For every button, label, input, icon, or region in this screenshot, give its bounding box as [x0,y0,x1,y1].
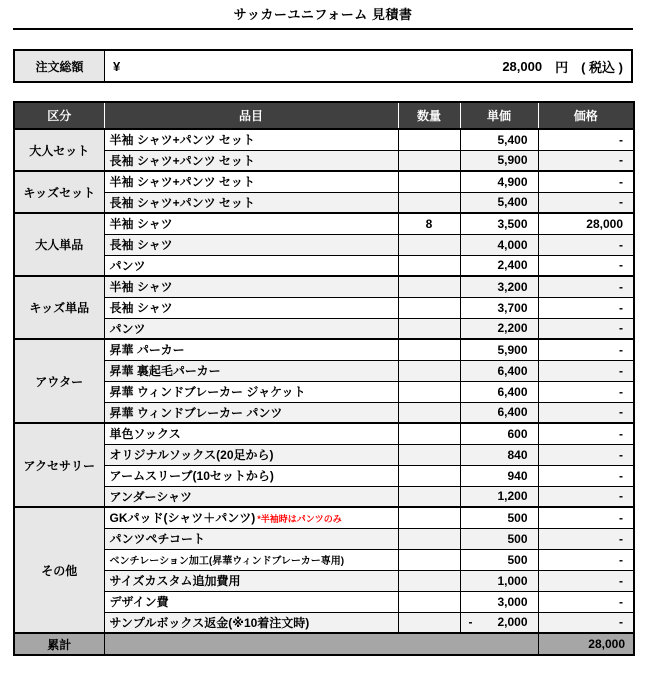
unit-price-cell: 3,000 [460,591,538,612]
price-cell: - [538,549,634,570]
item-name-text: パンツ [109,258,146,273]
unit-price-cell: 2,200 [460,318,538,339]
price-cell: - [538,381,634,402]
price-cell: - [538,612,634,633]
qty-cell [398,570,460,591]
order-total-amount-group [502,57,623,76]
unit-price-cell: 2,400 [460,255,538,276]
item-name-cell [104,171,398,192]
category-cell: アウター [14,339,104,423]
table-row [14,297,634,318]
price-cell: - [538,423,634,444]
price-cell: - [538,150,634,171]
unit-price-cell: 500 [460,549,538,570]
item-name-text: 長袖 シャツ+パンツ セット [109,153,255,168]
unit-price-cell: 5,900 [460,150,538,171]
item-name-text: 単色ソックス [109,427,181,442]
qty-cell [398,297,460,318]
price-cell: - [538,507,634,528]
unit-price-cell: 3,500 [460,213,538,234]
item-name-cell [104,402,398,423]
qty-cell [398,465,460,486]
price-cell: 28,000 [538,213,634,234]
qty-cell [398,549,460,570]
category-cell: アクセサリー [14,423,104,507]
quote-table-body [14,129,634,633]
item-name-cell [104,129,398,150]
price-cell: - [538,171,634,192]
price-cell: - [538,318,634,339]
item-name-cell [104,234,398,255]
quote-table [13,101,635,656]
qty-cell [398,591,460,612]
price-cell: - [538,129,634,150]
unit-price-cell: 6,400 [460,381,538,402]
item-name-cell [104,318,398,339]
price-cell: - [538,234,634,255]
order-total-box [13,49,633,83]
item-name-text: 昇華 裏起毛パーカー [109,364,221,378]
item-name-text: 半袖 シャツ [109,280,173,295]
price-cell: - [538,444,634,465]
unit-price-cell: 940 [460,465,538,486]
table-row [14,570,634,591]
item-name-text: 長袖 シャツ+パンツ セット [109,195,255,210]
table-row [14,150,634,171]
table-row [14,591,634,612]
table-row [14,465,634,486]
category-cell: その他 [14,507,104,633]
price-cell: - [538,528,634,549]
item-name-text: デザイン費 [109,595,169,609]
total-value: 28,000 [538,633,634,655]
table-row [14,171,634,192]
column-header-item: 品目 [104,102,398,129]
item-name-text: パンツペチコート [109,532,206,546]
item-note: *半袖時はパンツのみ [257,514,342,525]
unit-price-cell: 4,900 [460,171,538,192]
table-header-row [14,102,634,129]
page-title: サッカーユニフォーム 見積書 [233,7,413,22]
unit-price-cell: 5,400 [460,129,538,150]
item-name-text: 昇華 パーカー [109,343,185,358]
item-name-text: オリジナルソックス(20足から) [109,448,274,462]
item-name-cell [104,381,398,402]
item-name-text: 長袖 シャツ [109,301,173,315]
table-row [14,402,634,423]
price-cell: - [538,465,634,486]
item-name-cell [104,360,398,381]
item-name-text: パンツ [109,321,146,336]
qty-cell [398,507,460,528]
unit-price-cell: 500 [460,507,538,528]
unit-price-cell: 600 [460,423,538,444]
price-cell: - [538,486,634,507]
table-row [14,192,634,213]
item-name-cell [104,549,398,570]
item-name-cell [104,255,398,276]
column-header-unit-price: 単価 [460,102,538,129]
item-name-text: アンダーシャツ [109,489,193,504]
qty-cell [398,528,460,549]
table-row [14,381,634,402]
qty-cell [398,255,460,276]
price-cell: - [538,360,634,381]
category-cell: キッズ単品 [14,276,104,339]
unit-price-cell [460,612,538,633]
unit-price-cell: 3,200 [460,276,538,297]
item-name-cell [104,213,398,234]
unit-price-cell: 3,700 [460,297,538,318]
table-row [14,549,634,570]
order-total-tax-note: ( 税込 ) [581,59,623,75]
item-name-cell [104,150,398,171]
unit-price-cell: 1,000 [460,570,538,591]
qty-cell [398,171,460,192]
item-name-cell [104,591,398,612]
item-name-cell [104,528,398,549]
table-row [14,213,634,234]
qty-cell [398,402,460,423]
item-name-text: サンプルボックス返金(※10着注文時) [109,615,310,630]
unit-price-cell: 500 [460,528,538,549]
item-name-text: ベンチレーション加工(昇華ウィンドブレーカー専用) [109,556,345,567]
qty-cell [398,612,460,633]
unit-price-cell: 4,000 [460,234,538,255]
total-spacer [104,633,538,655]
item-name-cell [104,339,398,360]
price-cell: - [538,339,634,360]
table-row [14,507,634,528]
total-label: 累計 [14,633,104,655]
qty-cell [398,276,460,297]
item-name-text: GKパッド(シャツ＋パンツ) [109,511,256,526]
price-cell: - [538,591,634,612]
category-cell: 大人セット [14,129,104,171]
table-row [14,129,634,150]
qty-cell [398,192,460,213]
category-cell: キッズセット [14,171,104,213]
order-total-value [105,51,631,81]
unit-price-cell: 6,400 [460,360,538,381]
qty-cell [398,129,460,150]
table-row [14,339,634,360]
yen-symbol: ¥ [113,58,121,74]
table-row [14,423,634,444]
item-name-text: 昇華 ウィンドブレーカー ジャケット [109,385,306,399]
item-name-cell [104,612,398,633]
title-divider [13,0,633,30]
item-name-text: 半袖 シャツ+パンツ セット [109,133,255,148]
table-row [14,360,634,381]
qty-cell [398,150,460,171]
item-name-cell [104,297,398,318]
item-name-cell [104,465,398,486]
item-name-text: アームスリーブ(10セットから) [109,469,274,483]
item-name-text: サイズカスタム追加費用 [109,574,241,588]
item-name-text: 昇華 ウィンドブレーカー パンツ [109,405,283,420]
item-name-cell [104,423,398,444]
unit-price-cell: 5,400 [460,192,538,213]
total-row [14,633,634,655]
item-name-cell [104,276,398,297]
unit-price-cell: 1,200 [460,486,538,507]
item-name-text: 半袖 シャツ [109,217,173,232]
column-header-category: 区分 [14,102,104,129]
column-header-qty: 数量 [398,102,460,129]
order-total-label: 注文総額 [15,51,105,81]
minus-sign: - [468,615,473,630]
table-row [14,318,634,339]
qty-cell [398,486,460,507]
unit-price-value: 2,000 [497,615,528,630]
qty-cell [398,318,460,339]
unit-price-cell: 840 [460,444,538,465]
qty-cell: 8 [398,213,460,234]
column-header-price: 価格 [538,102,634,129]
price-cell: - [538,570,634,591]
item-name-text: 半袖 シャツ+パンツ セット [109,175,255,190]
item-name-text: 長袖 シャツ [109,238,173,252]
qty-cell [398,423,460,444]
item-name-cell [104,486,398,507]
table-row [14,486,634,507]
item-name-cell [104,570,398,591]
qty-cell [398,339,460,360]
price-cell: - [538,276,634,297]
item-name-cell [104,507,398,528]
price-cell: - [538,192,634,213]
qty-cell [398,444,460,465]
item-name-cell [104,192,398,213]
table-row [14,612,634,633]
unit-price-cell: 6,400 [460,402,538,423]
price-cell: - [538,297,634,318]
category-cell: 大人単品 [14,213,104,276]
qty-cell [398,234,460,255]
table-row [14,444,634,465]
table-row [14,276,634,297]
price-cell: - [538,255,634,276]
qty-cell [398,381,460,402]
unit-price-cell: 5,900 [460,339,538,360]
item-name-cell [104,444,398,465]
order-total-amount: 28,000 [502,58,543,74]
table-row [14,234,634,255]
table-row [14,528,634,549]
qty-cell [398,360,460,381]
order-total-unit: 円 [555,59,569,75]
table-row [14,255,634,276]
price-cell: - [538,402,634,423]
